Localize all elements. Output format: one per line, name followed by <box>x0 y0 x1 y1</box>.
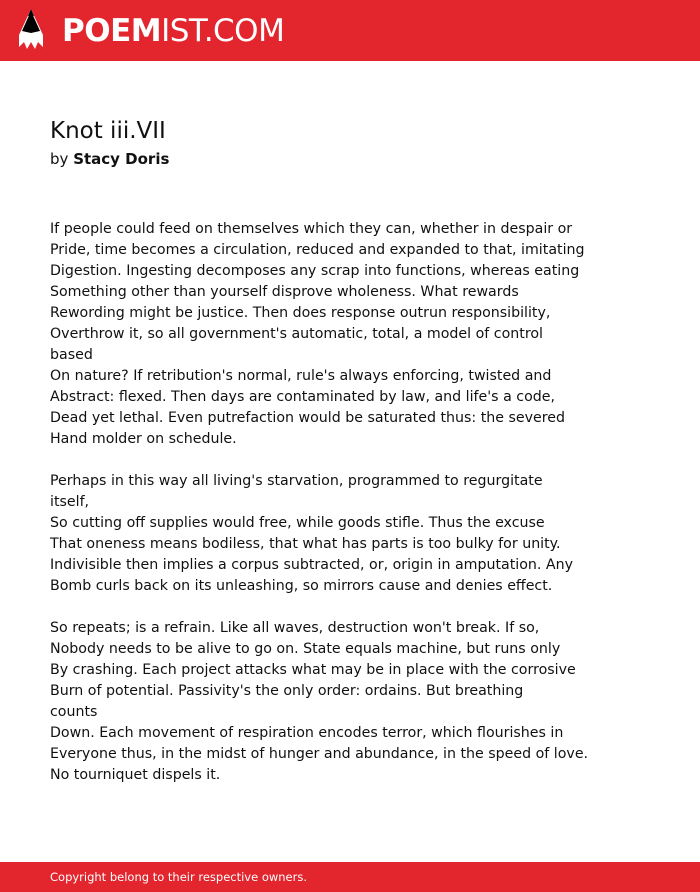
logo-light-part: IST.COM <box>161 13 285 49</box>
site-header <box>0 0 700 61</box>
poem-line: Digestion. Ingesting decomposes any scrap into functions, whereas eating <box>50 263 580 279</box>
stanza <box>50 618 610 786</box>
poem-line: Hand molder on schedule. <box>50 431 237 447</box>
poem-line: Abstract: flexed. Then days are contaminated by law, and life's a code, <box>50 389 556 405</box>
poem-body <box>50 219 610 807</box>
poem-line: Dead yet lethal. Even putrefaction would be saturated thus: the severed <box>50 410 565 426</box>
author-name[interactable]: Stacy Doris <box>73 150 170 168</box>
poem-line: based <box>50 347 93 363</box>
poem-line: Everyone thus, in the midst of hunger and abundance, in the speed of love. <box>50 746 589 762</box>
logo-bold-part: POEM <box>62 13 162 49</box>
poem-line: itself, <box>50 494 90 510</box>
by-label: by <box>50 150 69 168</box>
poem-line: Down. Each movement of respiration encodes terror, which flourishes in <box>50 725 564 741</box>
poem-line: By crashing. Each project attacks what may be in place with the corrosive <box>50 662 576 678</box>
poem-line: counts <box>50 704 98 720</box>
poem-line: Burn of potential. Passivity's the only order: ordains. But breathing <box>50 683 524 699</box>
poem-line: That oneness means bodiless, that what has parts is too bulky for unity. <box>50 536 561 552</box>
poem-line: Something other than yourself disprove wholeness. What rewards <box>50 284 519 300</box>
site-footer <box>0 862 700 892</box>
poem-line: Nobody needs to be alive to go on. State equals machine, but runs only <box>50 641 561 657</box>
poem-line: Indivisible then implies a corpus subtracted, or, origin in amputation. Any <box>50 557 573 573</box>
byline <box>50 148 169 170</box>
pencil-tip-icon[interactable] <box>18 9 44 51</box>
poem-title: Knot iii.VII <box>50 118 166 144</box>
poem-line: Pride, time becomes a circulation, reduced and expanded to that, imitating <box>50 242 585 258</box>
site-logo[interactable] <box>62 11 284 51</box>
poem-line: Perhaps in this way all living's starvation, programmed to regurgitate <box>50 473 543 489</box>
stanza <box>50 219 610 450</box>
poem-line: On nature? If retribution's normal, rule's always enforcing, twisted and <box>50 368 552 384</box>
poem-line: Bomb curls back on its unleashing, so mirrors cause and denies effect. <box>50 578 553 594</box>
poem-line: So cutting off supplies would free, while goods stifle. Thus the excuse <box>50 515 545 531</box>
poem-line: If people could feed on themselves which they can, whether in despair or <box>50 221 573 237</box>
copyright-notice: Copyright belong to their respective owners. <box>50 870 308 884</box>
poem-line: So repeats; is a refrain. Like all waves, destruction won't break. If so, <box>50 620 540 636</box>
stanza <box>50 471 610 597</box>
poem-line: Overthrow it, so all government's automatic, total, a model of control <box>50 326 543 342</box>
poem-line: Rewording might be justice. Then does response outrun responsibility, <box>50 305 551 321</box>
poem-line: No tourniquet dispels it. <box>50 767 221 783</box>
